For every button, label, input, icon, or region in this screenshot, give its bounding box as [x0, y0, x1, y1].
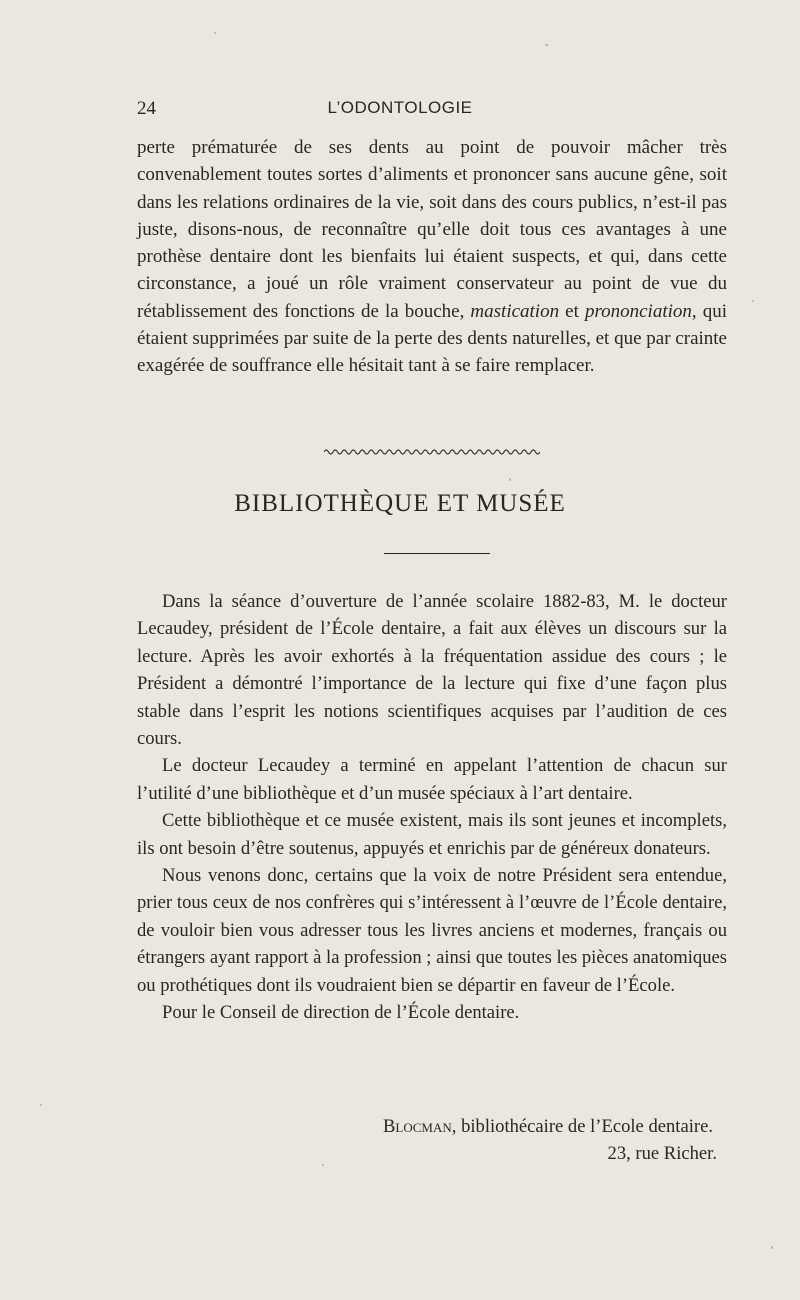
continued-text-part3: , qui étaient supprimées par suite de la perte des dents naturelles, et que par crainte exagérée de souffrance elle hésitait tant à se faire remplacer.: [137, 300, 727, 377]
title-underline-rule: [384, 553, 490, 554]
article-paragraph-2: Le docteur Lecaudey a terminé en appelant l’attention de chacun sur l’utilité d’une bibliothèque et d’un musée spéciaux à l’art dentaire.: [137, 755, 727, 804]
running-head: [0, 98, 800, 124]
wavy-divider: [324, 447, 540, 457]
continued-paragraph: [137, 134, 727, 380]
emphasis-mastication: mastication: [470, 300, 560, 322]
signatory-name: Blocman: [383, 1116, 452, 1137]
article-paragraph-5: Pour le Conseil de direction de l’École dentaire.: [162, 1002, 520, 1024]
signature-address: 23, rue Richer.: [607, 1143, 717, 1164]
continued-text-part1: perte prématurée de ses dents au point de pouvoir mâcher très convenablement toutes sortes d’aliments et prononcer sans aucune gêne, soit dans les relations ordinaires de la vie, soit dans des cours publics, n’est-il pas juste, disons-nous, de reconnaître qu’elle doit tous ces avantages à une prothèse dentaire dont les bienfaits lui étaient suspects, et qui, dans cette circonstance, a joué un rôle vraiment conservateur au point de vue du rétablissement des fonctions de la bouche,: [137, 137, 727, 322]
section-title: BIBLIOTHÈQUE ET MUSÉE: [234, 490, 566, 517]
article-paragraph-4: Nous venons donc, certains que la voix de notre Président sera entendue, prier tous ceux de nos confrères qui s’intéressent à l’œuvre de l’École dentaire, de vouloir bien vous adresser tous les livres anciens et modernes, français ou étrangers ayant rapport à la profession ; ainsi que toutes les pièces anatomiques ou prothétiques dont ils voudraient bien se départir en faveur de l’École.: [137, 865, 727, 996]
page-number: 24: [137, 98, 156, 119]
article-body: [137, 588, 727, 1027]
continued-paragraph-text: [137, 134, 727, 380]
article-paragraph-3: Cette bibliothèque et ce musée existent, mais ils sont jeunes et incomplets, ils ont besoin d’être soutenus, appuyés et enrichis par de généreux donateurs.: [137, 810, 727, 859]
signature-line: [137, 1113, 727, 1140]
emphasis-prononciation: prononciation: [584, 300, 692, 322]
journal-title: L’ODONTOLOGIE: [327, 98, 473, 117]
signatory-role: , bibliothécaire de l’Ecole dentaire.: [451, 1116, 713, 1137]
article-paragraph-1: Dans la séance d’ouverture de l’année scolaire 1882-83, M. le docteur Lecaudey, président de l’École dentaire, a fait aux élèves un discours sur la lecture. Après les avoir exhortés à la fréquentation assidue des cours ; le Président a démontré l’importance de la lecture qui fixe d’une façon plus stable dans l’esprit les notions scientifiques acquises par l’audition de ces cours.: [137, 591, 727, 750]
continued-text-part2: et: [559, 300, 585, 322]
